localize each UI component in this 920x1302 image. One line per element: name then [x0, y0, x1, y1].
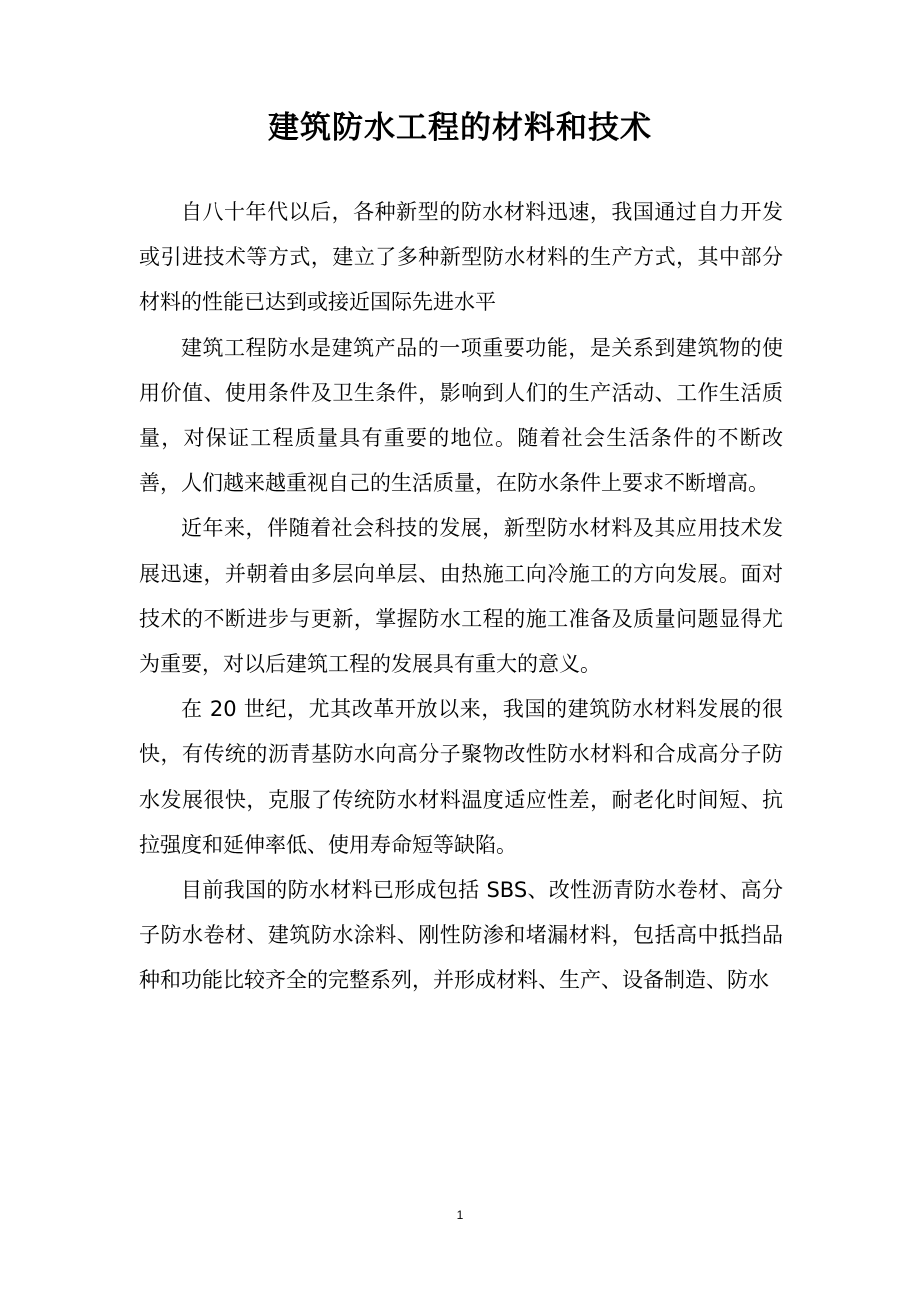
paragraph-3: 近年来，伴随着社会科技的发展，新型防水材料及其应用技术发展迅速，并朝着由多层向单层、由热施工向冷施工的方向发展。面对技术的不断进步与更新，掌握防水工程的施工准备及质量问题显得尤为重要，对以后建筑工程的发展具有重大的意义。	[139, 516, 783, 677]
paragraph-5: 目前我国的防水材料已形成包括 SBS、改性沥青防水卷材、高分子防水卷材、建筑防水涂料、刚性防渗和堵漏材料，包括高中抵挡品种和功能比较齐全的完整系列，并形成材料、生产、设备制造、防水	[139, 878, 783, 993]
page-number: 1	[456, 1208, 464, 1222]
paragraph-1: 自八十年代以后，各种新型的防水材料迅速，我国通过自力开发或引进技术等方式，建立了多种新型防水材料的生产方式，其中部分材料的性能已达到或接近国际先进水平	[139, 200, 783, 315]
paragraph-4: 在 20 世纪，尤其改革开放以来，我国的建筑防水材料发展的很快，有传统的沥青基防水向高分子聚物改性防水材料和合成高分子防水发展很快，克服了传统防水材料温度适应性差，耐老化时间短、抗拉强度和延伸率低、使用寿命短等缺陷。	[139, 697, 783, 857]
paragraph-2: 建筑工程防水是建筑产品的一项重要功能，是关系到建筑物的使用价值、使用条件及卫生条件，影响到人们的生产活动、工作生活质量，对保证工程质量具有重要的地位。随着社会生活条件的不断改善，人们越来越重视自己的生活质量，在防水条件上要求不断增高。	[139, 335, 783, 496]
document-title: 建筑防水工程的材料和技术	[268, 110, 652, 146]
document-body	[139, 190, 783, 1004]
